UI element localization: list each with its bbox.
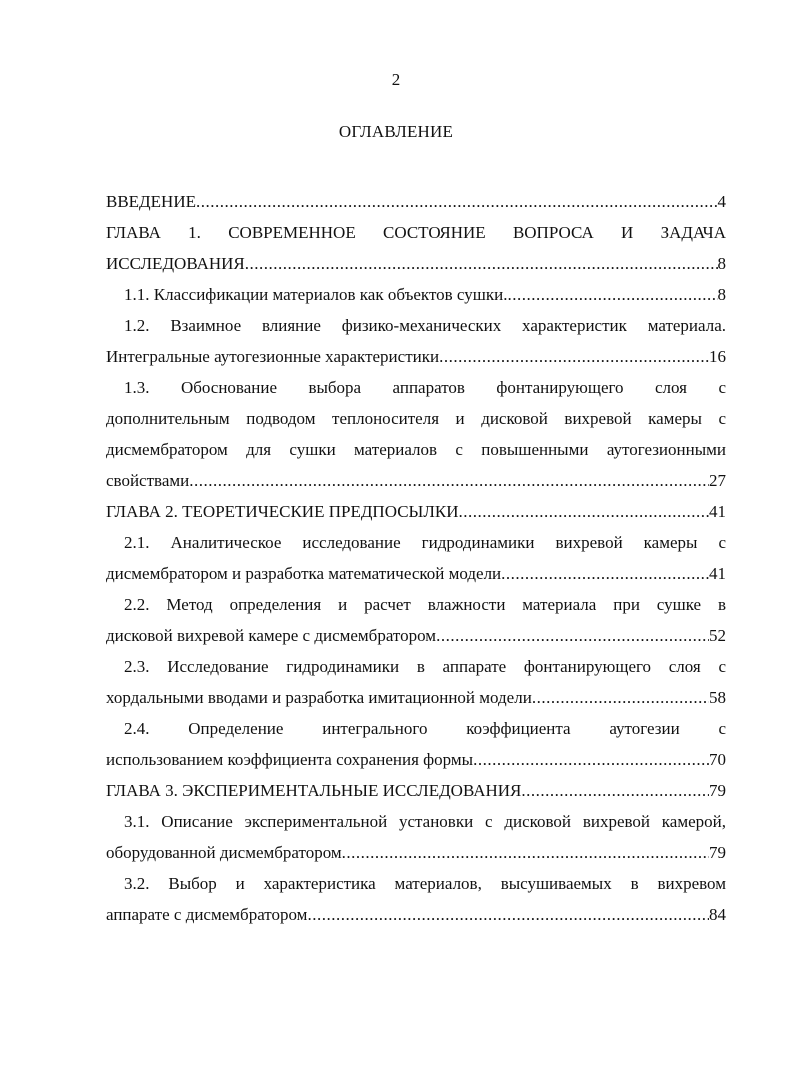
dot-leader — [521, 775, 709, 806]
toc-entry-text: 2.3. Исследование гидродинамики в аппарате фонтанирующего слоя с — [124, 657, 726, 676]
dot-leader — [439, 341, 709, 372]
toc-entry-page: 4 — [717, 192, 726, 211]
dot-leader — [473, 744, 709, 775]
dot-leader — [196, 186, 718, 217]
toc-entry-text: ИССЛЕДОВАНИЯ — [106, 254, 245, 273]
toc-entry-text: использованием коэффициента сохранения формы — [106, 750, 474, 769]
toc-entry-text: свойствами — [106, 471, 190, 490]
dot-leader — [245, 248, 718, 279]
toc-entry[interactable] — [106, 713, 726, 775]
toc-entry-text: 2.1. Аналитическое исследование гидродинамики вихревой камеры с — [124, 533, 726, 552]
toc-entry-text: 3.1. Описание экспериментальной установки с дисковой вихревой камерой, — [124, 812, 726, 831]
toc-entry-text: ГЛАВА 2. ТЕОРЕТИЧЕСКИЕ ПРЕДПОСЫЛКИ — [106, 502, 459, 521]
toc-entry-text: дополнительным подводом теплоносителя и дисковой вихревой камеры с — [106, 409, 726, 428]
toc-entry-text: Интегральные аутогезионные характеристики — [106, 347, 440, 366]
dot-leader — [436, 620, 709, 651]
toc-entry-text: хордальными вводами и разработка имитационной модели — [106, 688, 532, 707]
dot-leader — [189, 465, 709, 496]
toc-entry-text: 2.2. Метод определения и расчет влажности материала при сушке в — [124, 595, 726, 614]
toc-entry[interactable] — [106, 806, 726, 868]
toc-entry[interactable] — [106, 527, 726, 589]
toc-entry[interactable] — [106, 868, 726, 930]
dot-leader — [459, 496, 709, 527]
toc-entry-text: аппарате с дисмембратором — [106, 905, 308, 924]
toc-entry-text: 2.4. Определение интегрального коэффициента аутогезии с — [124, 719, 726, 738]
table-of-contents — [106, 186, 726, 930]
toc-entry-page: 27 — [709, 471, 726, 490]
toc-entry-text: 1.1. Классификации материалов как объектов сушки. — [124, 285, 508, 304]
toc-entry-text: 3.2. Выбор и характеристика материалов, высушиваемых в вихревом — [124, 874, 726, 893]
toc-entry-page: 70 — [709, 750, 726, 769]
toc-entry-page: 58 — [709, 688, 726, 707]
toc-entry-text: 1.3. Обоснование выбора аппаратов фонтанирующего слоя с — [124, 378, 726, 397]
toc-entry[interactable] — [106, 496, 726, 527]
toc-entry-text: 1.2. Взаимное влияние физико-механических характеристик материала. — [124, 316, 726, 335]
toc-entry-page: 8 — [717, 285, 726, 304]
toc-entry[interactable] — [106, 217, 726, 279]
toc-entry[interactable] — [106, 279, 726, 310]
toc-entry-text: дисмембратором и разработка математической модели — [106, 564, 502, 583]
toc-entry[interactable] — [106, 775, 726, 806]
toc-entry-text: ГЛАВА 1. СОВРЕМЕННОЕ СОСТОЯНИЕ ВОПРОСА И ЗАДАЧА — [106, 223, 726, 242]
toc-entry-text: дисковой вихревой камере с дисмембратором — [106, 626, 437, 645]
dot-leader — [532, 682, 709, 713]
toc-entry-page: 52 — [709, 626, 726, 645]
toc-entry-page: 41 — [709, 502, 726, 521]
toc-entry[interactable] — [106, 310, 726, 372]
toc-entry-page: 41 — [709, 564, 726, 583]
toc-entry[interactable] — [106, 651, 726, 713]
dot-leader — [307, 899, 709, 930]
dot-leader — [507, 279, 717, 310]
toc-entry[interactable] — [106, 186, 726, 217]
dot-leader — [342, 837, 709, 868]
toc-entry-page: 16 — [709, 347, 726, 366]
toc-entry[interactable] — [106, 589, 726, 651]
toc-entry-text: оборудованной дисмембратором — [106, 843, 342, 862]
toc-entry[interactable] — [106, 372, 726, 496]
toc-entry-text: ВВЕДЕНИЕ — [106, 192, 196, 211]
toc-entry-text: ГЛАВА 3. ЭКСПЕРИМЕНТАЛЬНЫЕ ИССЛЕДОВАНИЯ — [106, 781, 522, 800]
toc-entry-page: 79 — [709, 843, 726, 862]
toc-entry-page: 8 — [717, 254, 726, 273]
toc-entry-page: 79 — [709, 781, 726, 800]
toc-entry-text: дисмембратором для сушки материалов с повышенными аутогезионными — [106, 440, 726, 459]
toc-entry-page: 84 — [709, 905, 726, 924]
page-number: 2 — [391, 70, 401, 89]
dot-leader — [501, 558, 709, 589]
page-title: ОГЛАВЛЕНИЕ — [338, 122, 454, 141]
